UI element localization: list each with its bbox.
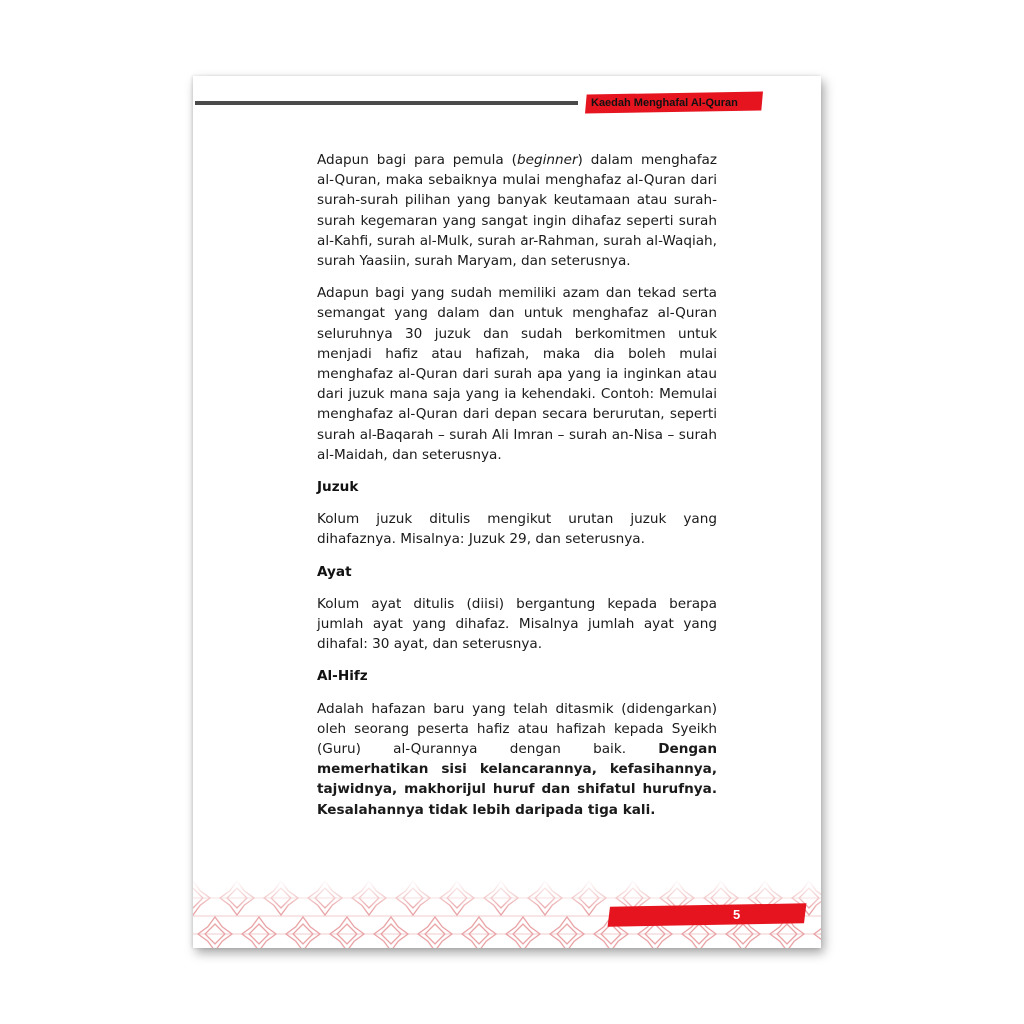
italic-term: beginner xyxy=(516,152,578,168)
bold-emphasis-text: Dengan memerhatikan sisi kelancarannya, kefasihannya, tajwidnya, makhorijul huruf dan shifatul hurufnya. Kesalahannya tidak lebih daripada tiga kali. xyxy=(317,741,717,818)
paragraph-text: Adapun bagi para pemula ( xyxy=(317,152,517,168)
book-page xyxy=(193,76,821,948)
paragraph-beginners xyxy=(317,150,717,271)
section-text-juzuk: Kolum juzuk ditulis mengikut urutan juzuk yang dihafaznya. Misalnya: Juzuk 29, dan seterusnya. xyxy=(317,511,717,548)
section-text-al-hifz xyxy=(317,699,717,820)
running-header-title: Kaedah Menghafal Al-Quran xyxy=(591,97,738,109)
section-heading-al-hifz: Al-Hifz xyxy=(317,668,368,685)
page-number: 5 xyxy=(733,907,741,922)
page-body xyxy=(317,150,717,832)
section-text-ayat: Kolum ayat ditulis (diisi) bergantung kepada berapa jumlah ayat yang dihafaz. Misalnya jumlah ayat yang dihafal: 30 ayat, dan seterusnya. xyxy=(317,595,717,653)
header-rule xyxy=(195,101,578,105)
paragraph-text: ) dalam menghafaz al-Quran, maka sebaiknya mulai menghafaz al-Quran dari surah-surah pilihan yang banyak keutamaan atau surah-surah kegemaran yang sangat ingin dihafaz seperti surah al-Kahfi, surah al-Mulk, surah ar-Rahman, surah al-Waqiah, surah Yaasiin, surah Maryam, dan seterusnya. xyxy=(317,152,717,270)
paragraph-text: Adalah hafazan baru yang telah ditasmik (didengarkan) oleh seorang peserta hafiz atau hafizah kepada Syeikh (Guru) al-Qurannya dengan baik. xyxy=(317,700,717,758)
page-number-tag xyxy=(608,903,807,926)
section-heading-juzuk: Juzuk xyxy=(317,479,359,496)
paragraph-committed: Adapun bagi yang sudah memiliki azam dan tekad serta semangat yang dalam dan untuk menghafaz al-Quran seluruhnya 30 juzuk dan sudah berkomitmen untuk menjadi hafiz atau hafizah, maka dia boleh mulai menghafaz al-Quran dari surah apa yang ia inginkan atau dari juzuk mana saja yang ia kehendaki. Contoh: Memulai menghafaz al-Quran dari depan secara berurutan, seperti surah al-Baqarah – surah Ali Imran – surah an-Nisa – surah al-Maidah, dan seterusnya. xyxy=(317,285,717,463)
section-heading-ayat: Ayat xyxy=(317,563,352,580)
